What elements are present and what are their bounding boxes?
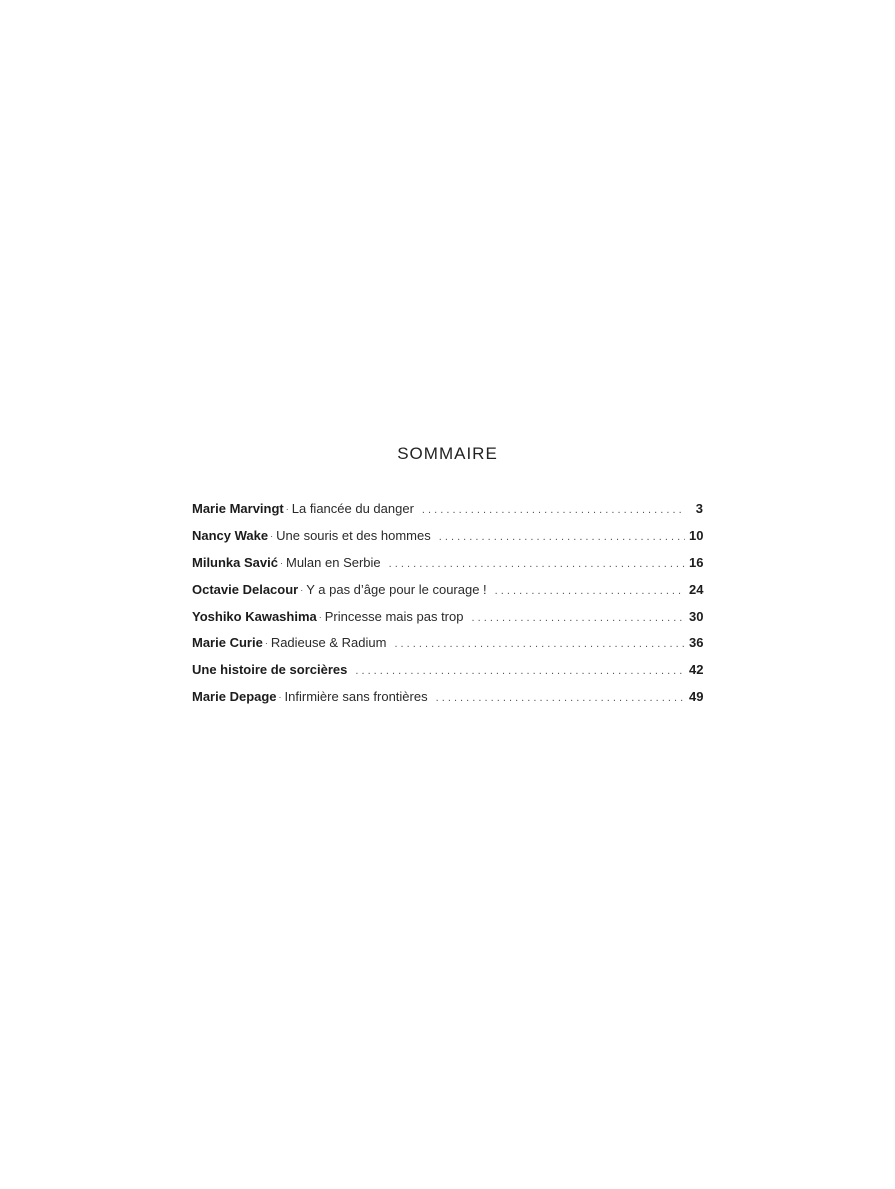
entry-name: Marie Marvingt — [192, 501, 284, 516]
entry-subtitle: Princesse mais pas trop — [324, 608, 464, 624]
entry-name: Marie Depage — [192, 689, 277, 705]
entry-separator: · — [270, 530, 274, 541]
dot-leader — [495, 580, 685, 602]
toc-entry-octavie-delacour — [192, 579, 703, 606]
entry-subtitle: Mulan en Serbie — [285, 554, 381, 570]
dot-leader — [389, 553, 685, 575]
entry-subtitle: La fiancée du danger — [291, 501, 414, 516]
entry-separator: · — [264, 638, 268, 649]
entry-page-number: 49 — [689, 689, 704, 705]
entry-separator: · — [300, 584, 304, 595]
entry-separator: · — [278, 692, 282, 703]
entry-name: Yoshiko Kawashima — [192, 608, 317, 624]
entry-page-number: 10 — [689, 527, 704, 543]
dot-leader — [436, 687, 685, 709]
entry-subtitle: Une souris et des hommes — [276, 527, 431, 543]
entry-separator: · — [318, 611, 322, 622]
dot-leader — [439, 526, 685, 548]
page-title: SOMMAIRE — [397, 444, 498, 463]
toc-entry-nancy-wake — [192, 525, 703, 552]
entry-name: Une histoire de sorcières — [192, 662, 348, 678]
toc-entry-milunka-savic — [192, 552, 703, 579]
entry-page-number: 36 — [689, 635, 704, 651]
entry-page-number: 16 — [689, 554, 704, 570]
entry-page-number: 24 — [689, 581, 704, 597]
entry-name: Octavie Delacour — [192, 581, 299, 597]
toc-entry-marie-depage — [192, 686, 703, 713]
table-of-contents — [192, 498, 703, 713]
dot-leader — [422, 499, 685, 521]
entry-separator: · — [285, 504, 289, 514]
entry-separator: · — [279, 557, 283, 568]
entry-name: Marie Curie — [192, 635, 263, 651]
dot-leader — [394, 633, 685, 655]
entry-name: Nancy Wake — [192, 527, 269, 543]
toc-entry-marie-curie — [192, 632, 703, 659]
entry-page-number: 30 — [689, 608, 704, 624]
entry-subtitle: Y a pas d’âge pour le courage ! — [306, 581, 487, 597]
toc-entry-marie-marvingt — [192, 498, 703, 525]
dot-leader — [355, 660, 685, 682]
entry-subtitle: Infirmière sans frontières — [284, 689, 428, 705]
dot-leader — [471, 607, 685, 629]
toc-entry-yoshiko-kawashima — [192, 606, 703, 633]
entry-page-number: 42 — [689, 662, 704, 678]
entry-name: Milunka Savić — [192, 554, 278, 570]
entry-subtitle: Radieuse & Radium — [270, 635, 387, 651]
entry-page-number: 3 — [695, 501, 703, 516]
toc-entry-histoire-sorcieres — [192, 659, 703, 686]
